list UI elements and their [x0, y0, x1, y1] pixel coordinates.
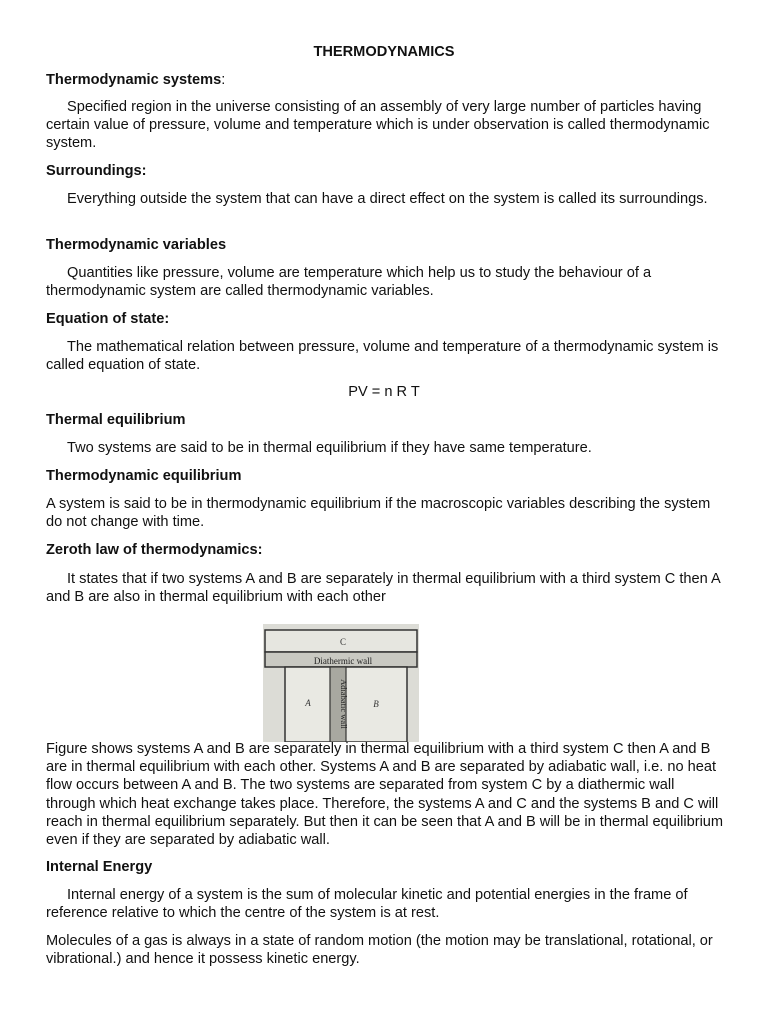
heading-thermodynamic-systems	[46, 71, 726, 89]
system-b-label: B	[373, 699, 379, 709]
zeroth-law-diagram	[263, 624, 419, 742]
paragraph-gas-molecules: Molecules of a gas is always in a state of random motion (the motion may be translational, rotational, or vibrational.) and hence it possess kinetic energy.	[46, 933, 713, 968]
zeroth-law-figure	[263, 624, 419, 742]
document-title: THERMODYNAMICS	[313, 44, 455, 60]
equation-ideal-gas: PV = n R T	[348, 384, 420, 400]
paragraph-figure-explanation: Figure shows systems A and B are separately in thermal equilibrium with a third system C then A and B are in thermal equilibrium with each other. Systems A and B are separated by adiabatic wall, i.e. no heat flow occurs between A and B. The two systems are separated from system C by a diathermic wall through which heat exchange takes place. Therefore, the systems A and C and the systems B and C will reach in thermal equilibrium separately. But then it can be seen that A and B will be in thermal equilibrium even if they are separated by adiabatic wall.	[46, 741, 724, 849]
adiabatic-wall-label: Adiabatic wall	[339, 679, 349, 729]
paragraph-surroundings: Everything outside the system that can have a direct effect on the system is called its surroundings.	[67, 191, 708, 207]
heading-thermodynamic-systems-colon: :	[221, 72, 226, 88]
paragraph-thermodynamic-variables: Quantities like pressure, volume are temperature which help us to study the behaviour of a thermodynamic system are called thermodynamic variables.	[46, 265, 652, 300]
paragraph-thermodynamic-systems: Specified region in the universe consisting of an assembly of very large number of particles having certain value of pressure, volume and temperature which is under observation is called thermodynamic system.	[46, 99, 710, 152]
diathermic-wall-label: Diathermic wall	[313, 656, 373, 666]
heading-surroundings: Surroundings:	[46, 163, 147, 179]
paragraph-thermal-equilibrium: Two systems are said to be in thermal equilibrium if they have same temperature.	[67, 440, 592, 456]
paragraph-equation-of-state: The mathematical relation between pressure, volume and temperature of a thermodynamic system is called equation of state.	[46, 339, 719, 374]
heading-zeroth-law: Zeroth law of thermodynamics:	[46, 542, 263, 558]
heading-thermodynamic-systems-text: Thermodynamic systems	[46, 72, 222, 88]
system-c-label: C	[339, 637, 347, 647]
heading-thermodynamic-equilibrium: Thermodynamic equilibrium	[46, 468, 242, 484]
system-a-label: A	[305, 698, 311, 708]
heading-internal-energy: Internal Energy	[46, 859, 153, 875]
paragraph-internal-energy: Internal energy of a system is the sum of molecular kinetic and potential energies in the frame of reference relative to which the centre of the system is at rest.	[46, 887, 688, 922]
paragraph-zeroth-law: It states that if two systems A and B are separately in thermal equilibrium with a third system C then A and B are also in thermal equilibrium with each other	[46, 571, 720, 606]
heading-thermal-equilibrium: Thermal equilibrium	[46, 412, 186, 428]
heading-equation-of-state: Equation of state:	[46, 311, 170, 327]
paragraph-thermodynamic-equilibrium: A system is said to be in thermodynamic equilibrium if the macroscopic variables describing the system do not change with time.	[46, 496, 711, 531]
heading-thermodynamic-variables: Thermodynamic variables	[46, 237, 227, 253]
